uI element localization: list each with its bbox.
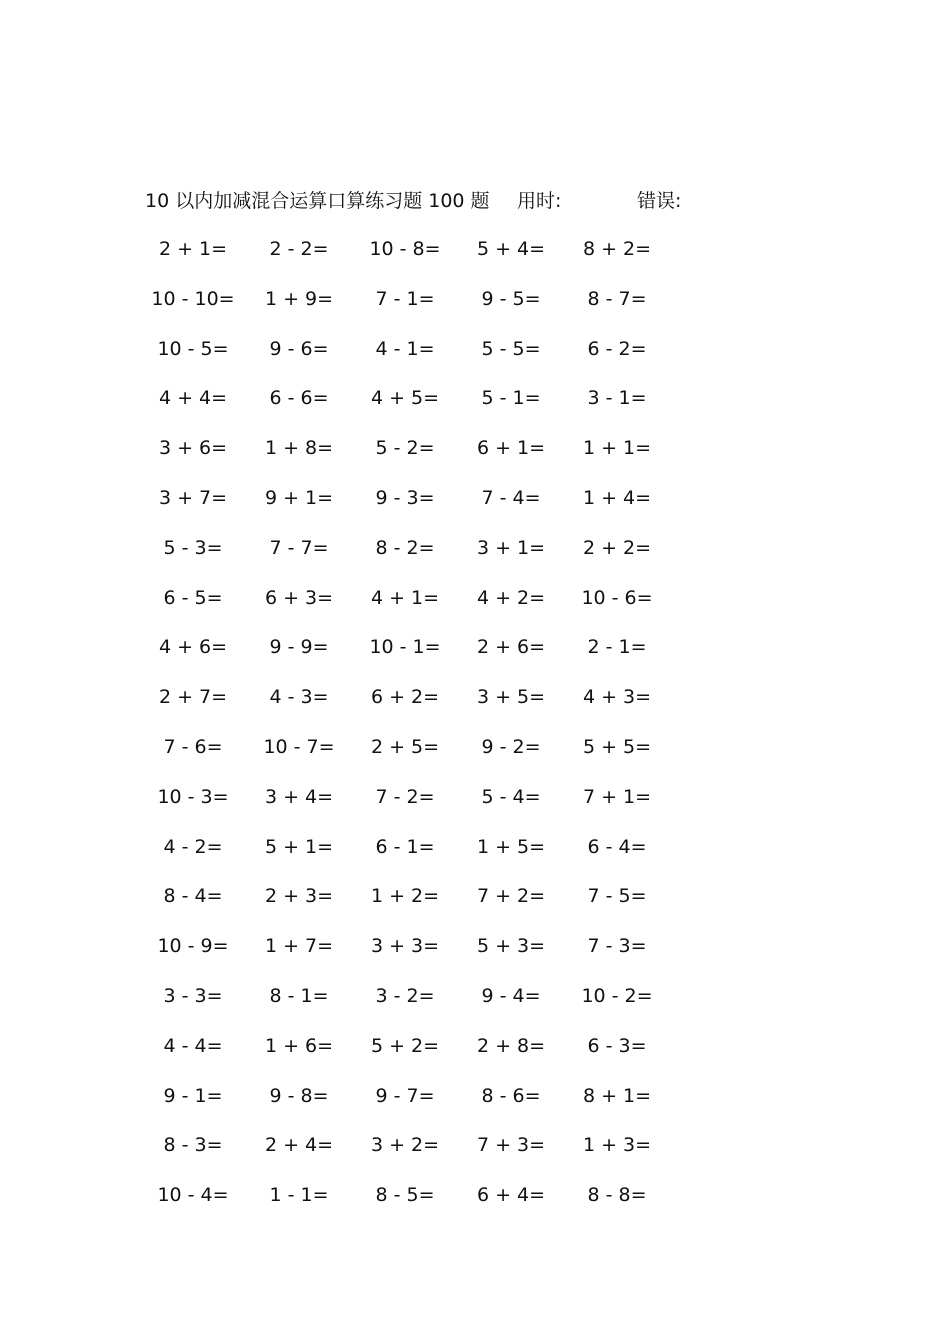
problem-item: 4 + 2= xyxy=(476,586,546,609)
problem-row xyxy=(140,582,700,632)
problem-item: 10 - 1= xyxy=(369,636,441,659)
problem-item: 4 - 4= xyxy=(163,1034,223,1057)
problem-item: 9 - 1= xyxy=(163,1084,223,1107)
problem-row xyxy=(140,382,700,432)
problem-row xyxy=(140,1179,700,1229)
time-used-label: 用时: xyxy=(517,190,562,212)
problem-row xyxy=(140,880,700,930)
problem-item: 5 - 2= xyxy=(375,437,435,460)
problem-item: 1 + 5= xyxy=(476,835,546,858)
problem-item: 4 + 1= xyxy=(370,586,440,609)
problem-item: 1 + 2= xyxy=(370,885,440,908)
problem-item: 3 - 3= xyxy=(163,984,223,1007)
problem-item: 5 - 3= xyxy=(163,536,223,559)
problem-item: 6 - 4= xyxy=(587,835,647,858)
problem-item: 7 + 2= xyxy=(476,885,546,908)
problem-item: 9 - 3= xyxy=(375,486,435,509)
problem-item: 7 - 6= xyxy=(163,735,223,758)
problem-item: 7 - 1= xyxy=(375,287,435,310)
problem-item: 10 - 5= xyxy=(157,337,229,360)
problem-item: 9 - 4= xyxy=(481,984,541,1007)
problem-item: 2 + 1= xyxy=(158,238,228,260)
problem-item: 8 + 2= xyxy=(582,238,652,260)
problem-item: 8 - 8= xyxy=(587,1184,647,1207)
problem-row xyxy=(140,432,700,482)
problem-item: 4 + 6= xyxy=(158,636,228,659)
problem-row xyxy=(140,233,700,283)
problem-item: 2 + 6= xyxy=(476,636,546,659)
problem-row xyxy=(140,731,700,781)
problem-item: 1 + 9= xyxy=(264,287,334,310)
problem-item: 6 - 2= xyxy=(587,337,647,360)
problem-item: 4 - 2= xyxy=(163,835,223,858)
problem-item: 3 + 7= xyxy=(158,486,228,509)
problem-item: 7 - 7= xyxy=(269,536,329,559)
problem-item: 9 - 5= xyxy=(481,287,541,310)
problem-item: 3 + 1= xyxy=(476,536,546,559)
errors-label: 错误: xyxy=(637,190,682,212)
problem-item: 2 + 8= xyxy=(476,1034,546,1057)
problem-item: 8 - 3= xyxy=(163,1134,223,1157)
problem-item: 2 + 3= xyxy=(264,885,334,908)
problem-item: 10 - 10= xyxy=(151,287,235,310)
problem-item: 6 + 1= xyxy=(476,437,546,460)
problem-item: 1 + 3= xyxy=(582,1134,652,1157)
problem-row xyxy=(140,333,700,383)
problem-item: 1 + 4= xyxy=(582,486,652,509)
problem-item: 7 + 3= xyxy=(476,1134,546,1157)
problem-row xyxy=(140,532,700,582)
problem-item: 10 - 8= xyxy=(369,238,441,260)
problem-item: 3 + 5= xyxy=(476,686,546,709)
problem-item: 2 - 1= xyxy=(587,636,647,659)
problem-row xyxy=(140,631,700,681)
problem-item: 8 + 1= xyxy=(582,1084,652,1107)
problem-item: 1 - 1= xyxy=(269,1184,329,1207)
problem-item: 8 - 6= xyxy=(481,1084,541,1107)
problem-row xyxy=(140,1080,700,1130)
problem-item: 7 - 4= xyxy=(481,486,541,509)
problem-item: 5 - 5= xyxy=(481,337,541,360)
problem-item: 6 - 5= xyxy=(163,586,223,609)
problem-grid xyxy=(140,233,700,1229)
problem-item: 5 - 4= xyxy=(481,785,541,808)
worksheet-title: 10 以内加减混合运算口算练习题 100 题 xyxy=(145,190,490,212)
problem-item: 10 - 7= xyxy=(263,735,335,758)
problem-item: 7 + 1= xyxy=(582,785,652,808)
problem-item: 9 + 1= xyxy=(264,486,334,509)
problem-item: 8 - 4= xyxy=(163,885,223,908)
problem-item: 1 + 1= xyxy=(582,437,652,460)
problem-item: 7 - 3= xyxy=(587,935,647,958)
problem-item: 2 + 7= xyxy=(158,686,228,709)
problem-row xyxy=(140,283,700,333)
problem-item: 3 + 6= xyxy=(158,437,228,460)
problem-item: 5 + 3= xyxy=(476,935,546,958)
problem-row xyxy=(140,681,700,731)
problem-item: 2 + 2= xyxy=(582,536,652,559)
problem-item: 3 - 2= xyxy=(375,984,435,1007)
problem-item: 8 - 2= xyxy=(375,536,435,559)
worksheet-header xyxy=(145,186,745,216)
problem-item: 3 + 2= xyxy=(370,1134,440,1157)
problem-row xyxy=(140,781,700,831)
problem-item: 2 + 5= xyxy=(370,735,440,758)
problem-item: 5 + 1= xyxy=(264,835,334,858)
problem-item: 10 - 2= xyxy=(581,984,653,1007)
problem-row xyxy=(140,980,700,1030)
problem-row xyxy=(140,1129,700,1179)
problem-item: 8 - 1= xyxy=(269,984,329,1007)
problem-item: 2 - 2= xyxy=(269,238,329,260)
problem-item: 5 + 5= xyxy=(582,735,652,758)
problem-item: 5 + 2= xyxy=(370,1034,440,1057)
problem-row xyxy=(140,482,700,532)
problem-item: 3 + 4= xyxy=(264,785,334,808)
problem-item: 1 + 8= xyxy=(264,437,334,460)
problem-item: 6 - 3= xyxy=(587,1034,647,1057)
problem-item: 6 + 2= xyxy=(370,686,440,709)
problem-item: 7 - 2= xyxy=(375,785,435,808)
problem-item: 6 + 3= xyxy=(264,586,334,609)
problem-item: 9 - 6= xyxy=(269,337,329,360)
problem-row xyxy=(140,831,700,881)
problem-item: 4 + 5= xyxy=(370,387,440,410)
problem-item: 9 - 7= xyxy=(375,1084,435,1107)
problem-item: 9 - 9= xyxy=(269,636,329,659)
problem-item: 10 - 4= xyxy=(157,1184,229,1207)
problem-row xyxy=(140,930,700,980)
problem-item: 7 - 5= xyxy=(587,885,647,908)
problem-item: 3 - 1= xyxy=(587,387,647,410)
problem-item: 5 + 4= xyxy=(476,238,546,260)
problem-item: 6 - 6= xyxy=(269,387,329,410)
problem-item: 9 - 2= xyxy=(481,735,541,758)
problem-item: 8 - 7= xyxy=(587,287,647,310)
problem-item: 8 - 5= xyxy=(375,1184,435,1207)
problem-item: 5 - 1= xyxy=(481,387,541,410)
problem-item: 4 + 4= xyxy=(158,387,228,410)
problem-item: 1 + 7= xyxy=(264,935,334,958)
problem-item: 3 + 3= xyxy=(370,935,440,958)
problem-item: 4 + 3= xyxy=(582,686,652,709)
problem-row xyxy=(140,1030,700,1080)
problem-item: 2 + 4= xyxy=(264,1134,334,1157)
problem-item: 10 - 9= xyxy=(157,935,229,958)
problem-item: 4 - 3= xyxy=(269,686,329,709)
problem-item: 6 + 4= xyxy=(476,1184,546,1207)
problem-item: 10 - 6= xyxy=(581,586,653,609)
problem-item: 10 - 3= xyxy=(157,785,229,808)
problem-item: 6 - 1= xyxy=(375,835,435,858)
problem-item: 9 - 8= xyxy=(269,1084,329,1107)
problem-item: 4 - 1= xyxy=(375,337,435,360)
problem-item: 1 + 6= xyxy=(264,1034,334,1057)
